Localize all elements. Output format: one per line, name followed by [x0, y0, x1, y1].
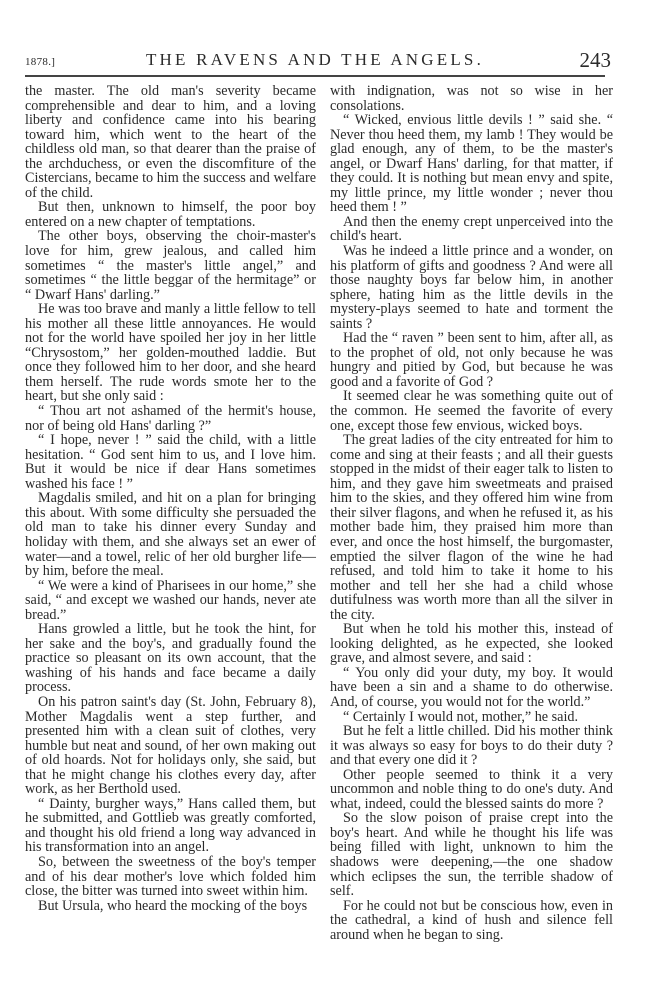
- paragraph: Other people seemed to think it a very uncommon and noble thing to do one's duty. And what, indeed, could the blessed saints do more ?: [330, 766, 613, 812]
- paragraph: Had the “ raven ” been sent to him, after all, as to the prophet of old, not only because he was hungry and pitied by God, but because he was good and a favorite of God ?: [330, 330, 613, 390]
- right-column: [330, 84, 613, 942]
- paragraph: The other boys, observing the choir-master's love for him, grew jealous, and called him sometimes “ the master's little angel,” and sometimes “ the little beggar of the hermitage” or “ Dwarf Hans' darling.”: [25, 228, 316, 303]
- paragraph: “ Dainty, burgher ways,” Hans called them, but he submitted, and Gottlieb was greatly comforted, and thought his old friend a long way advanced in his transformation into an angel.: [25, 795, 316, 856]
- paragraph: But he felt a little chilled. Did his mother think it was always so easy for boys to do their duty ? and that every one did it ?: [330, 723, 613, 769]
- paragraph: “ Certainly I would not, mother,” he said.: [343, 708, 579, 725]
- paragraph: On his patron saint's day (St. John, February 8), Mother Magdalis went a step further, and presented him with a clean suit of clothes, very humble but neat and sound, of her own making out of old hoards. Not for holidays only, she said, but that he might change his clothes every day, after work, as her Berthold used.: [25, 693, 316, 798]
- paragraph: the master. The old man's severity became comprehensible and dear to him, and a loving liberty and confidence came into his bearing toward him, which went to the heart of the childless old man, so that dearer than the praise of the archduchess, or even the discomfiture of the Cistercians, became to him the success and welfare of the child.: [25, 83, 316, 201]
- paragraph: “ We were a kind of Pharisees in our home,” she said, “ and except we washed our hands, never ate bread.”: [25, 577, 316, 623]
- paragraph: “ I hope, never ! ” said the child, with a little hesitation. “ God sent him to us, and I love him. But it would be nice if dear Hans sometimes washed his face ! ”: [25, 432, 316, 492]
- header-rule: [25, 75, 605, 77]
- paragraph: The great ladies of the city entreated for him to come and sing at their feasts ; and all their guests stopped in the midst of their eager talk to listen to him, and they gave him sweetmeats and praised him to the skies, and they offered him wine from their silver flagons, and when he refused it, as his mother bade him, they praised him more than ever, and once the host himself, the burgomaster, emptied the silver flagon of the wine he had refused, and told him to take it home to his mother and tell her she had a child whose dutifulness was worth more than all the silver in the city.: [330, 432, 613, 623]
- paragraph: It seemed clear he was something quite out of the common. He seemed the favorite of every one, except those few envious, wicked boys.: [330, 388, 613, 434]
- paragraph: So the slow poison of praise crept into the boy's heart. And while he thought his life was being filled with light, unknown to him the shadows were deepening,—the one shadow which eclipses the sun, the terrible shadow of self.: [330, 810, 613, 900]
- paragraph: For he could not but be conscious how, even in the cathedral, a kind of hush and silence fell around when he began to sing.: [330, 897, 613, 943]
- running-header: [25, 48, 611, 78]
- paragraph: He was too brave and manly a little fellow to tell his mother all these little annoyances. He would not for the world have spoiled her joy in her little “Chrysostom,” her golden-mouthed laddie. But once they followed him to her door, and she heard them herself. The rude words smote her to the heart, but she only said :: [25, 301, 316, 405]
- paragraph: “ Wicked, envious little devils ! ” said she. “ Never thou heed them, my lamb ! They would be glad enough, any of them, to be the master's angel, or Dwarf Hans' darling, for that matter, if they could. It is nothing but mean envy and spite, my little prince, my little wonder ; never thou heed them ! ”: [330, 112, 613, 216]
- header-year: 1878.]: [25, 56, 56, 68]
- paragraph: with indignation, was not so wise in her consolations.: [330, 83, 613, 114]
- paragraph: But then, unknown to himself, the poor boy entered on a new chapter of temptations.: [25, 199, 316, 230]
- header-title: THE RAVENS AND THE ANGELS.: [145, 50, 485, 69]
- paragraph: Hans growled a little, but he took the hint, for her sake and the boy's, and gradually found the practice so pleasant on its own account, that the washing of his hands and face became a daily process.: [25, 621, 316, 696]
- paragraph: “ Thou art not ashamed of the hermit's house, nor of being old Hans' darling ?”: [25, 403, 316, 434]
- paragraph: And then the enemy crept unperceived into the child's heart.: [330, 213, 613, 245]
- paragraph: So, between the sweetness of the boy's temper and of his dear mother's love which folded him close, the bitter was turned into sweet within him.: [25, 853, 316, 900]
- left-column: [25, 84, 316, 913]
- paragraph: But Ursula, who heard the mocking of the boys: [38, 897, 308, 914]
- paragraph: But when he told his mother this, instead of looking delighted, as he expected, she looked grave, and almost severe, and said :: [330, 621, 613, 667]
- paragraph: Magdalis smiled, and hit on a plan for bringing this about. With some difficulty she persuaded the old man to take his dinner every Sunday and holiday with them, and she always set an ewer of water—and a towel, relic of her old burgher life—by him, before the meal.: [25, 490, 316, 580]
- paragraph: “ You only did your duty, my boy. It would have been a sin and a shame to do otherwise. And, of course, you would not for the world.”: [330, 664, 613, 710]
- paragraph: Was he indeed a little prince and a wonder, on his platform of gifts and goodness ? And were all those naughty boys far below him, in another sphere, hating him as the little devils in the mystery-plays seemed to hate and torment the saints ?: [330, 243, 613, 332]
- page-number: 243: [579, 48, 611, 72]
